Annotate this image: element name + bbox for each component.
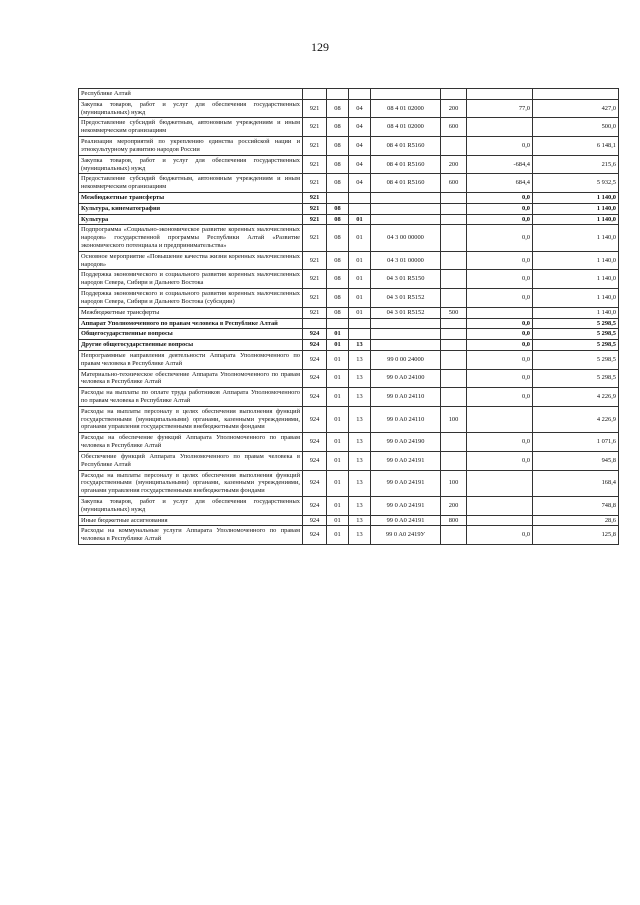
cell-subsection-code: 13 xyxy=(349,388,371,407)
cell-name: Материально-техническое обеспечение Аппарата Уполномоченного по правам человека в Республике Алтай xyxy=(79,369,303,388)
cell-section-code: 08 xyxy=(327,214,349,225)
table-row xyxy=(79,225,619,251)
cell-target-article xyxy=(371,329,441,340)
table-row xyxy=(79,470,619,496)
cell-subsection-code: 04 xyxy=(349,137,371,156)
table-row xyxy=(79,388,619,407)
cell-name: Закупка товаров, работ и услуг для обеспечения государственных (муниципальных) нужд xyxy=(79,99,303,118)
cell-subsection-code: 13 xyxy=(349,406,371,432)
cell-grbs-code: 921 xyxy=(303,99,327,118)
cell-subsection-code: 01 xyxy=(349,270,371,289)
cell-total-amount: 5 298,5 xyxy=(533,350,619,369)
cell-target-article: 99 0 A0 24110 xyxy=(371,388,441,407)
cell-name: Другие общегосударственные вопросы xyxy=(79,340,303,351)
cell-expense-type xyxy=(441,340,467,351)
cell-grbs-code: 921 xyxy=(303,289,327,308)
cell-grbs-code: 924 xyxy=(303,350,327,369)
table-row xyxy=(79,270,619,289)
table-row xyxy=(79,307,619,318)
cell-section-code: 08 xyxy=(327,251,349,270)
cell-change-amount xyxy=(467,89,533,100)
cell-name: Закупка товаров, работ и услуг для обеспечения государственных (муниципальных) нужд xyxy=(79,155,303,174)
cell-change-amount xyxy=(467,470,533,496)
cell-target-article xyxy=(371,214,441,225)
cell-total-amount: 6 148,1 xyxy=(533,137,619,156)
cell-section-code: 01 xyxy=(327,406,349,432)
cell-total-amount: 28,6 xyxy=(533,515,619,526)
cell-change-amount: 684,4 xyxy=(467,174,533,193)
cell-change-amount: 0,0 xyxy=(467,388,533,407)
cell-expense-type xyxy=(441,137,467,156)
table-row xyxy=(79,515,619,526)
cell-expense-type xyxy=(441,289,467,308)
cell-target-article xyxy=(371,203,441,214)
cell-expense-type xyxy=(441,350,467,369)
cell-change-amount: 0,0 xyxy=(467,192,533,203)
cell-change-amount: 0,0 xyxy=(467,318,533,329)
cell-grbs-code: 921 xyxy=(303,214,327,225)
cell-total-amount: 427,0 xyxy=(533,99,619,118)
cell-expense-type xyxy=(441,388,467,407)
cell-expense-type xyxy=(441,433,467,452)
cell-grbs-code: 921 xyxy=(303,192,327,203)
cell-subsection-code: 01 xyxy=(349,289,371,308)
cell-name: Расходы на выплаты по оплате труда работников Аппарата Уполномоченного по правам человека в Республике Алтай xyxy=(79,388,303,407)
cell-section-code: 01 xyxy=(327,526,349,545)
cell-section-code: 08 xyxy=(327,137,349,156)
cell-total-amount: 5 932,5 xyxy=(533,174,619,193)
cell-section-code: 08 xyxy=(327,225,349,251)
cell-grbs-code: 924 xyxy=(303,388,327,407)
cell-name: Межбюджетные трансферты xyxy=(79,192,303,203)
cell-grbs-code: 924 xyxy=(303,329,327,340)
cell-subsection-code: 13 xyxy=(349,433,371,452)
cell-grbs-code: 924 xyxy=(303,496,327,515)
cell-grbs-code: 921 xyxy=(303,270,327,289)
cell-section-code: 01 xyxy=(327,340,349,351)
cell-change-amount: 0,0 xyxy=(467,369,533,388)
cell-change-amount: 0,0 xyxy=(467,451,533,470)
cell-expense-type: 500 xyxy=(441,307,467,318)
cell-target-article: 08 4 01 R5160 xyxy=(371,155,441,174)
cell-expense-type xyxy=(441,318,467,329)
cell-section-code xyxy=(327,192,349,203)
table-row xyxy=(79,496,619,515)
cell-name: Межбюджетные трансферты xyxy=(79,307,303,318)
cell-target-article: 99 0 A0 24191 xyxy=(371,451,441,470)
cell-change-amount: 0,0 xyxy=(467,270,533,289)
cell-subsection-code: 04 xyxy=(349,174,371,193)
cell-expense-type xyxy=(441,225,467,251)
cell-target-article xyxy=(371,340,441,351)
cell-grbs-code: 924 xyxy=(303,470,327,496)
cell-grbs-code: 924 xyxy=(303,406,327,432)
cell-target-article: 99 0 A0 24191 xyxy=(371,515,441,526)
cell-subsection-code: 13 xyxy=(349,340,371,351)
cell-target-article: 99 0 A0 24191 xyxy=(371,470,441,496)
cell-expense-type xyxy=(441,369,467,388)
cell-change-amount: -684,4 xyxy=(467,155,533,174)
cell-grbs-code: 924 xyxy=(303,340,327,351)
cell-subsection-code xyxy=(349,318,371,329)
cell-section-code: 01 xyxy=(327,388,349,407)
cell-target-article: 99 0 A0 24110 xyxy=(371,406,441,432)
cell-total-amount: 1 140,0 xyxy=(533,307,619,318)
cell-name: Закупка товаров, работ и услуг для обеспечения государственных (муниципальных) нужд xyxy=(79,496,303,515)
table-row xyxy=(79,433,619,452)
cell-expense-type: 200 xyxy=(441,496,467,515)
table-row xyxy=(79,451,619,470)
table-row xyxy=(79,369,619,388)
cell-subsection-code: 01 xyxy=(349,307,371,318)
cell-total-amount: 4 226,9 xyxy=(533,388,619,407)
table-row xyxy=(79,350,619,369)
cell-subsection-code: 04 xyxy=(349,155,371,174)
table-row xyxy=(79,340,619,351)
table-row xyxy=(79,318,619,329)
cell-name: Расходы на выплаты персоналу в целях обеспечения выполнения функций государственными (муниципальными) органами, казенными учреждениями, органами управления государственными внебюджетными фондами xyxy=(79,406,303,432)
cell-subsection-code: 13 xyxy=(349,451,371,470)
cell-grbs-code: 921 xyxy=(303,203,327,214)
cell-change-amount: 0,0 xyxy=(467,350,533,369)
cell-total-amount: 1 071,6 xyxy=(533,433,619,452)
cell-section-code: 01 xyxy=(327,369,349,388)
cell-subsection-code: 04 xyxy=(349,99,371,118)
cell-change-amount: 0,0 xyxy=(467,225,533,251)
cell-expense-type: 100 xyxy=(441,470,467,496)
cell-total-amount: 1 140,0 xyxy=(533,192,619,203)
cell-expense-type xyxy=(441,89,467,100)
cell-target-article: 04 3 01 R5150 xyxy=(371,270,441,289)
table-row xyxy=(79,406,619,432)
cell-subsection-code xyxy=(349,203,371,214)
page-number: 129 xyxy=(311,40,329,54)
table-row xyxy=(79,329,619,340)
cell-target-article: 99 0 A0 2419У xyxy=(371,526,441,545)
cell-target-article: 08 4 01 R5160 xyxy=(371,174,441,193)
cell-grbs-code: 921 xyxy=(303,251,327,270)
cell-subsection-code: 13 xyxy=(349,526,371,545)
cell-total-amount: 500,0 xyxy=(533,118,619,137)
cell-total-amount: 5 298,5 xyxy=(533,329,619,340)
cell-target-article: 08 4 01 02000 xyxy=(371,99,441,118)
cell-subsection-code: 04 xyxy=(349,118,371,137)
cell-target-article: 99 0 A0 24100 xyxy=(371,369,441,388)
cell-section-code: 01 xyxy=(327,329,349,340)
cell-name: Реализация мероприятий по укреплению единства российской нации и этнокультурному развитию народов России xyxy=(79,137,303,156)
table-row xyxy=(79,289,619,308)
cell-change-amount xyxy=(467,118,533,137)
cell-expense-type xyxy=(441,329,467,340)
cell-section-code: 01 xyxy=(327,515,349,526)
cell-section-code xyxy=(327,89,349,100)
cell-subsection-code: 13 xyxy=(349,350,371,369)
cell-expense-type xyxy=(441,203,467,214)
cell-subsection-code: 01 xyxy=(349,214,371,225)
table-row xyxy=(79,137,619,156)
cell-expense-type: 800 xyxy=(441,515,467,526)
cell-grbs-code: 924 xyxy=(303,433,327,452)
cell-grbs-code: 921 xyxy=(303,174,327,193)
cell-name: Культура, кинематография xyxy=(79,203,303,214)
cell-section-code: 08 xyxy=(327,307,349,318)
table-row xyxy=(79,203,619,214)
cell-change-amount xyxy=(467,406,533,432)
cell-target-article: 99 0 A0 24190 xyxy=(371,433,441,452)
table-row xyxy=(79,251,619,270)
cell-expense-type xyxy=(441,214,467,225)
cell-section-code: 01 xyxy=(327,496,349,515)
cell-total-amount: 1 140,0 xyxy=(533,225,619,251)
table-row xyxy=(79,89,619,100)
cell-expense-type: 600 xyxy=(441,174,467,193)
cell-target-article: 08 4 01 R5160 xyxy=(371,137,441,156)
cell-name: Аппарат Уполномоченного по правам человека в Республике Алтай xyxy=(79,318,303,329)
budget-table-body xyxy=(79,89,619,545)
cell-change-amount: 0,0 xyxy=(467,203,533,214)
cell-name: Поддержка экономического и социального развития коренных малочисленных народов Севера, Сибири и Дальнего Востока xyxy=(79,270,303,289)
cell-target-article: 99 0 00 24000 xyxy=(371,350,441,369)
cell-section-code: 01 xyxy=(327,470,349,496)
cell-change-amount: 0,0 xyxy=(467,137,533,156)
cell-change-amount: 0,0 xyxy=(467,214,533,225)
budget-table xyxy=(78,88,619,545)
cell-expense-type xyxy=(441,192,467,203)
cell-grbs-code: 921 xyxy=(303,137,327,156)
cell-target-article: 99 0 A0 24191 xyxy=(371,496,441,515)
table-row xyxy=(79,174,619,193)
table-row xyxy=(79,526,619,545)
cell-section-code: 01 xyxy=(327,451,349,470)
cell-expense-type xyxy=(441,270,467,289)
cell-expense-type: 200 xyxy=(441,155,467,174)
cell-section-code: 01 xyxy=(327,433,349,452)
cell-section-code: 08 xyxy=(327,99,349,118)
cell-section-code: 08 xyxy=(327,203,349,214)
table-row xyxy=(79,192,619,203)
cell-name: Расходы на обеспечение функций Аппарата Уполномоченного по правам человека в Республике Алтай xyxy=(79,433,303,452)
cell-subsection-code: 13 xyxy=(349,496,371,515)
cell-total-amount: 748,8 xyxy=(533,496,619,515)
cell-section-code xyxy=(327,318,349,329)
cell-grbs-code: 924 xyxy=(303,451,327,470)
cell-grbs-code: 921 xyxy=(303,225,327,251)
cell-grbs-code: 924 xyxy=(303,369,327,388)
cell-change-amount: 0,0 xyxy=(467,289,533,308)
cell-change-amount: 77,0 xyxy=(467,99,533,118)
cell-change-amount: 0,0 xyxy=(467,526,533,545)
cell-change-amount xyxy=(467,307,533,318)
table-row xyxy=(79,214,619,225)
cell-change-amount xyxy=(467,515,533,526)
cell-subsection-code: 13 xyxy=(349,470,371,496)
cell-subsection-code: 13 xyxy=(349,515,371,526)
cell-name: Культура xyxy=(79,214,303,225)
cell-total-amount: 1 140,0 xyxy=(533,203,619,214)
cell-name: Предоставление субсидий бюджетным, автономным учреждениям и иным некоммерческим организациям xyxy=(79,174,303,193)
cell-section-code: 08 xyxy=(327,289,349,308)
cell-grbs-code: 924 xyxy=(303,515,327,526)
cell-expense-type xyxy=(441,526,467,545)
cell-target-article: 04 3 01 R5152 xyxy=(371,307,441,318)
cell-grbs-code xyxy=(303,89,327,100)
cell-total-amount: 168,4 xyxy=(533,470,619,496)
cell-expense-type xyxy=(441,451,467,470)
cell-name: Расходы на коммунальные услуги Аппарата Уполномоченного по правам человека в Республике Алтай xyxy=(79,526,303,545)
cell-target-article xyxy=(371,89,441,100)
cell-change-amount: 0,0 xyxy=(467,433,533,452)
cell-name: Непрограммные направления деятельности Аппарата Уполномоченного по правам человека в Республике Алтай xyxy=(79,350,303,369)
cell-expense-type: 100 xyxy=(441,406,467,432)
cell-expense-type xyxy=(441,251,467,270)
cell-section-code: 08 xyxy=(327,118,349,137)
cell-change-amount xyxy=(467,496,533,515)
cell-total-amount: 1 140,0 xyxy=(533,251,619,270)
cell-total-amount: 1 140,0 xyxy=(533,270,619,289)
cell-total-amount: 5 298,5 xyxy=(533,318,619,329)
cell-total-amount: 1 140,0 xyxy=(533,214,619,225)
cell-target-article: 08 4 01 02000 xyxy=(371,118,441,137)
cell-name: Предоставление субсидий бюджетным, автономным учреждениям и иным некоммерческим организациям xyxy=(79,118,303,137)
cell-grbs-code: 924 xyxy=(303,526,327,545)
cell-total-amount: 215,6 xyxy=(533,155,619,174)
cell-change-amount: 0,0 xyxy=(467,251,533,270)
cell-expense-type: 600 xyxy=(441,118,467,137)
cell-total-amount: 1 140,0 xyxy=(533,289,619,308)
cell-name: Подпрограмма «Социально-экономическое развитие коренных малочисленных народов» государственной программы Республики Алтай «Развитие экономического потенциала и предпринимательства» xyxy=(79,225,303,251)
cell-name: Поддержка экономического и социального развития коренных малочисленных народов Севера, Сибири и Дальнего Востока (субсидии) xyxy=(79,289,303,308)
cell-name: Основное мероприятие «Повышение качества жизни коренных малочисленных народов» xyxy=(79,251,303,270)
cell-section-code: 08 xyxy=(327,155,349,174)
cell-name: Расходы на выплаты персоналу в целях обеспечения выполнения функций государственными (муниципальными) органами, казенными учреждениями, органами управления государственными внебюджетными фондами xyxy=(79,470,303,496)
cell-name: Иные бюджетные ассигнования xyxy=(79,515,303,526)
cell-name: Обеспечение функций Аппарата Уполномоченного по правам человека в Республике Алтай xyxy=(79,451,303,470)
cell-subsection-code: 01 xyxy=(349,225,371,251)
cell-total-amount: 5 298,5 xyxy=(533,340,619,351)
cell-grbs-code: 921 xyxy=(303,155,327,174)
cell-target-article: 04 3 01 00000 xyxy=(371,251,441,270)
cell-change-amount: 0,0 xyxy=(467,340,533,351)
cell-total-amount xyxy=(533,89,619,100)
cell-target-article: 04 3 00 00000 xyxy=(371,225,441,251)
cell-section-code: 08 xyxy=(327,174,349,193)
cell-total-amount: 4 226,9 xyxy=(533,406,619,432)
table-row xyxy=(79,99,619,118)
cell-grbs-code xyxy=(303,318,327,329)
cell-total-amount: 945,8 xyxy=(533,451,619,470)
table-row xyxy=(79,155,619,174)
cell-total-amount: 5 298,5 xyxy=(533,369,619,388)
cell-subsection-code: 01 xyxy=(349,251,371,270)
cell-total-amount: 125,8 xyxy=(533,526,619,545)
cell-target-article: 04 3 01 R5152 xyxy=(371,289,441,308)
cell-section-code: 01 xyxy=(327,350,349,369)
cell-name: Общегосударственные вопросы xyxy=(79,329,303,340)
table-row xyxy=(79,118,619,137)
cell-subsection-code xyxy=(349,192,371,203)
cell-target-article xyxy=(371,192,441,203)
cell-grbs-code: 921 xyxy=(303,118,327,137)
cell-target-article xyxy=(371,318,441,329)
cell-change-amount: 0,0 xyxy=(467,329,533,340)
cell-name: Республике Алтай xyxy=(79,89,303,100)
cell-subsection-code xyxy=(349,89,371,100)
cell-expense-type: 200 xyxy=(441,99,467,118)
cell-subsection-code: 13 xyxy=(349,369,371,388)
cell-section-code: 08 xyxy=(327,270,349,289)
cell-subsection-code xyxy=(349,329,371,340)
cell-grbs-code: 921 xyxy=(303,307,327,318)
